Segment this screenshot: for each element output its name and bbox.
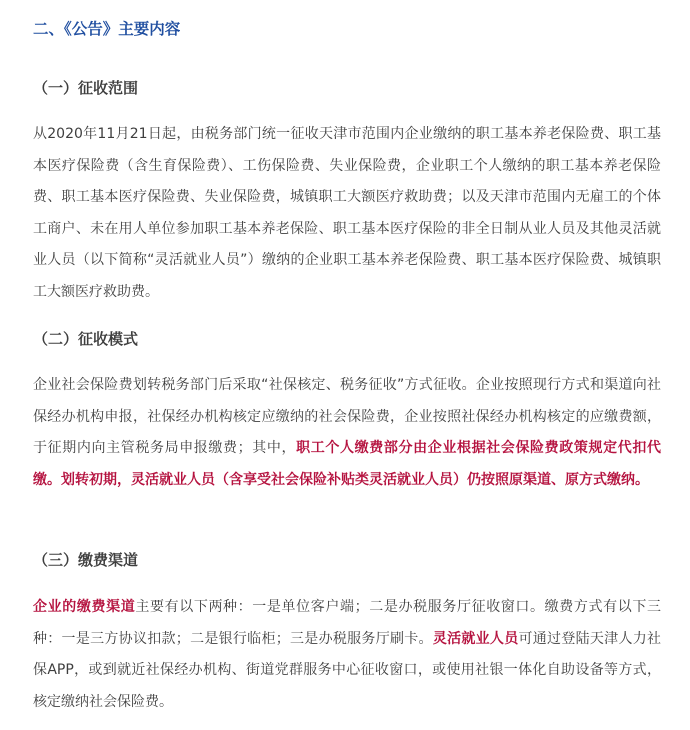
channels-lead-highlight: 企业的缴费渠道 bbox=[33, 599, 136, 615]
channels-text-part1: 主要有以下两种：一是单位客户端；二是办税服务厅征收窗口。缴费方式有以下三种：一是三方协议扣款；二是银行临柜；三是办税服务厅刷卡。 bbox=[33, 599, 662, 647]
mode-plain-text: 企业社会保险费划转税务部门后采取“社保核定、税务征收”方式征收。企业按照现行方式和渠道向社保经办机构申报，社保经办机构核定应缴纳的社会保险费，企业按照社保经办机构核定的应缴费额，于征期内向主管税务局申报缴费；其中， bbox=[33, 377, 661, 456]
channels-mid-highlight: 灵活就业人员 bbox=[432, 630, 519, 647]
section-body-scope: 从2020年11月21日起，由税务部门统一征收天津市范围内企业缴纳的职工基本养老保险费、职工基本医疗保险费（含生育保险费）、工伤保险费、失业保险费，企业职工个人缴纳的职工基本养老保险费、职工基本医疗保险费、失业保险费，城镇职工大额医疗救助费；以及天津市范围内无雇工的个体工商户、未在用人单位参加职工基本养老保险、职工基本医疗保险的非全日制从业人员及其他灵活就业人员（以下简称“灵活就业人员”）缴纳的企业职工基本养老保险费、职工基本医疗保险费、城镇职工大额医疗救助费。 bbox=[33, 126, 661, 300]
section-body-mode bbox=[33, 370, 661, 496]
channels-text-part2: 可通过登陆天津人力社保APP，或到就近社保经办机构、街道党群服务中心征收窗口，或使用社银一体化自助设备等方式，核定缴纳社会保险费。 bbox=[33, 630, 662, 710]
section-title-mode: （二）征收模式 bbox=[33, 330, 139, 348]
section-title-scope: （一）征收范围 bbox=[33, 79, 139, 97]
section-title-channels: （三）缴费渠道 bbox=[33, 551, 139, 569]
mode-highlight-text: 职工个人缴费部分由企业根据社会保险费政策规定代扣代缴。划转初期，灵活就业人员（含享受社会保险补贴类灵活就业人员）仍按照原渠道、原方式缴纳。 bbox=[33, 440, 662, 488]
section-body-channels bbox=[33, 592, 661, 718]
main-heading: 二、《公告》主要内容 bbox=[33, 20, 181, 38]
